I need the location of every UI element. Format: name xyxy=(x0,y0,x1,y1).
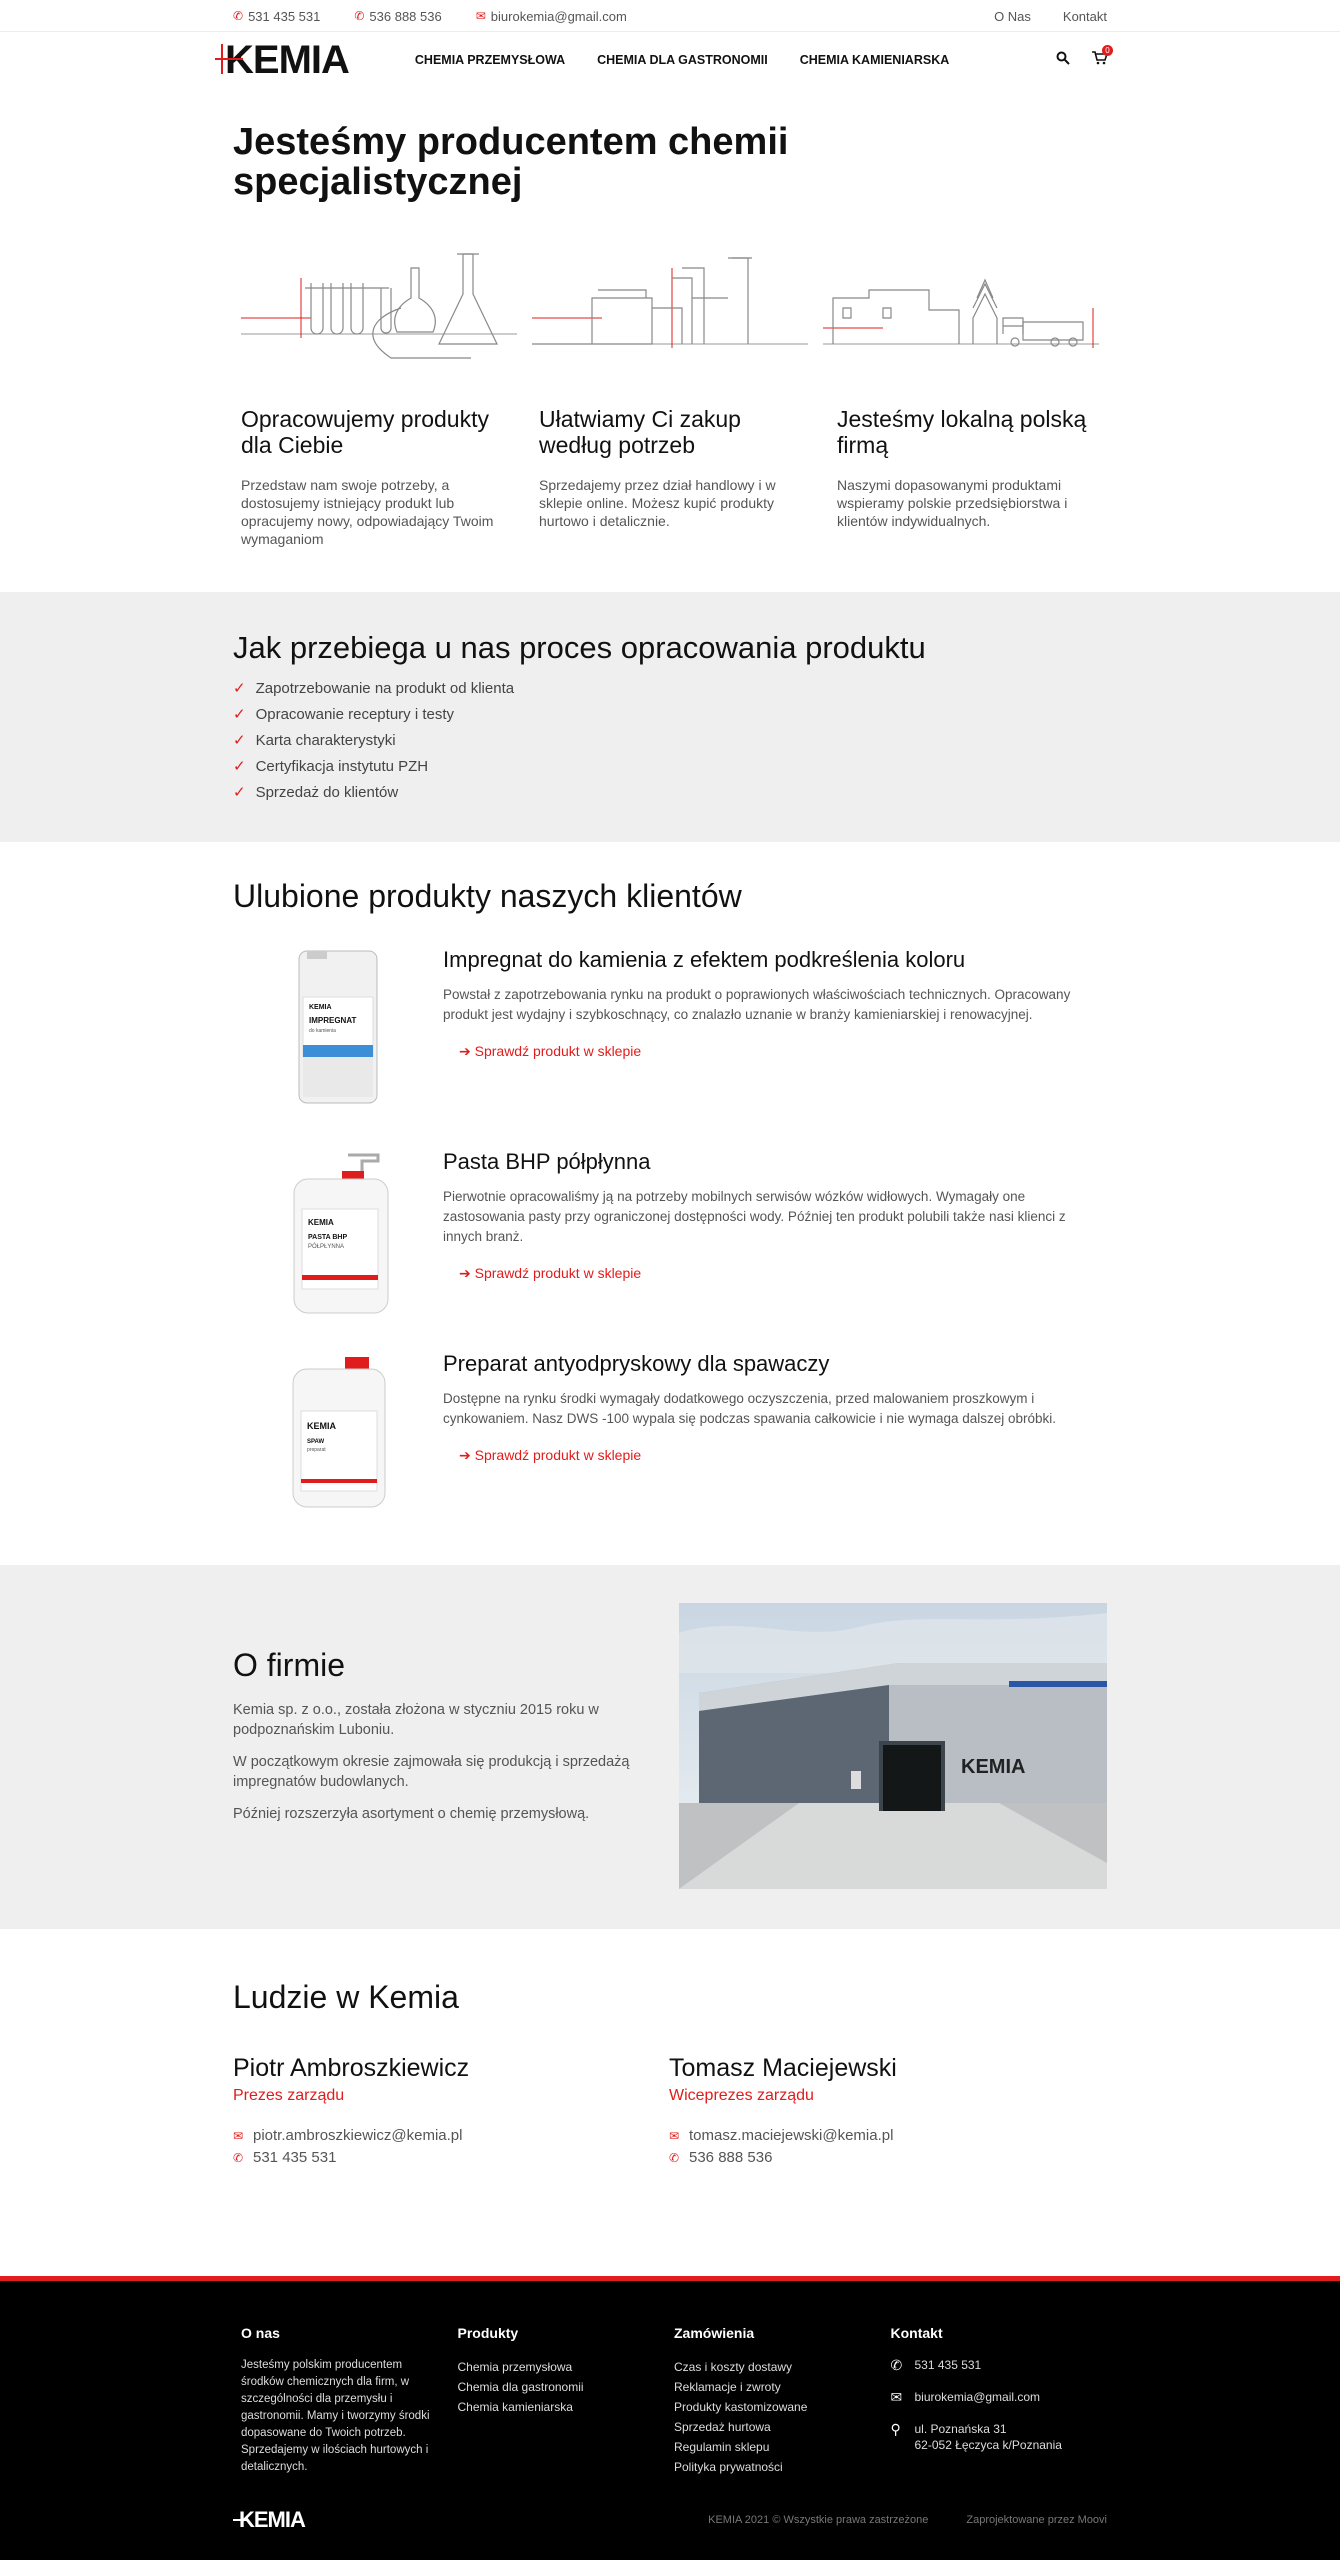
designer-credit-link[interactable]: Zaprojektowane przez Moovi xyxy=(966,2514,1107,2526)
product-description: Dostępne na rynku środki wymagały dodatkowego oczyszczenia, przed malowaniem proszkowym i cynkowaniem. Nasz DWS -100 wypala się podczas spawania całkowicie i nie wymaga dalszej obróbki. xyxy=(443,1391,1057,1426)
product-shop-link[interactable]: ➔ Sprawdź produkt w sklepie xyxy=(459,1265,642,1281)
nav-chemia-dla-gastronomii[interactable]: CHEMIA DLA GASTRONOMII xyxy=(597,53,768,67)
company-building-photo xyxy=(679,1603,1107,1889)
products-title: Ulubione produkty naszych klientów xyxy=(233,878,742,914)
hero-section xyxy=(0,122,1340,548)
footer-heading: Kontakt xyxy=(890,2325,943,2341)
top-bar xyxy=(0,0,1340,32)
product-description: Pierwotnie opracowaliśmy ją na potrzeby mobilnych serwisów wózków widłowych. Wymagały one zastosowania pasty przy ograniczonej dostępności wody. Później ten produkt polubili także nasi klienci z innych branż. xyxy=(443,1189,1066,1244)
feature-card xyxy=(837,406,1099,548)
footer xyxy=(0,2276,1340,2560)
feature-text: Sprzedajemy przez dział handlowy i w sklepie online. Możesz kupić produkty hurtowo i detalicznie. xyxy=(539,477,776,529)
check-icon: ✓ xyxy=(233,680,246,697)
footer-about-column xyxy=(241,2325,458,2477)
product-item xyxy=(233,1345,1107,1547)
footer-about-text: Jesteśmy polskim producentem środków chemicznych dla firm, w szczególności dla przemysłu i gastronomii. Mamy i tworzymy środki dopasowane do Twoich potrzeb. Sprzedajemy w ilościach hurtowych i detalicznych. xyxy=(241,2359,430,2473)
about-paragraph: Kemia sp. z o.o., została złożona w styczniu 2015 roku w podpoznańskim Luboniu. xyxy=(233,1702,599,1738)
people-section xyxy=(0,1929,1340,2259)
footer-heading: O nas xyxy=(241,2325,280,2341)
svg-text:SPAW: SPAW xyxy=(307,1439,325,1445)
product-canister-image[interactable] xyxy=(293,947,383,1107)
process-step: ✓ Sprzedaż do klientów xyxy=(233,780,1107,806)
footer-heading: Zamówienia xyxy=(674,2325,755,2341)
footer-heading: Produkty xyxy=(457,2325,519,2341)
people-title: Ludzie w Kemia xyxy=(233,1979,459,2015)
search-icon[interactable] xyxy=(1056,51,1070,70)
svg-text:do kamienia: do kamienia xyxy=(309,1028,336,1034)
cart-icon[interactable] xyxy=(1092,45,1110,70)
footer-address: ⚲ ul. Poznańska 31 62-052 Łęczyca k/Poznania xyxy=(890,2421,1062,2452)
nav-chemia-kamieniarska[interactable]: CHEMIA KAMIENIARSKA xyxy=(799,53,950,67)
about-paragraph: Później rozszerzyła asortyment o chemię przemysłową. xyxy=(233,1806,590,1822)
product-canister-image[interactable] xyxy=(283,1351,393,1511)
main-header xyxy=(0,32,1340,88)
arrow-right-icon: ➔ xyxy=(459,1043,471,1059)
footer-link-terms[interactable]: Regulamin sklepu xyxy=(674,2440,770,2454)
phone-icon: ✆ xyxy=(233,9,244,23)
footer-link-wholesale[interactable]: Sprzedaż hurtowa xyxy=(674,2420,771,2434)
svg-text:KEMIA: KEMIA xyxy=(961,1756,1026,1778)
person-name: Piotr Ambroszkiewicz xyxy=(233,2054,470,2082)
check-icon: ✓ xyxy=(233,758,246,775)
phone-icon: ✆ xyxy=(233,2151,244,2165)
person-card xyxy=(669,2054,1105,2169)
feature-text: Przedstaw nam swoje potrzeby, a dostosujemy istniejący produkt lub opracujemy nowy, odpowiadający Twoim wymaganiom xyxy=(241,477,494,547)
hero-title: Jesteśmy producentem chemii specjalistycznej xyxy=(233,121,789,203)
envelope-open-icon: ✉ xyxy=(890,2389,903,2405)
process-section xyxy=(0,592,1340,842)
footer-link-returns[interactable]: Reklamacje i zwroty xyxy=(674,2380,781,2394)
top-phone-1[interactable]: ✆ 531 435 531 xyxy=(233,8,321,24)
nav-chemia-przemyslowa[interactable]: CHEMIA PRZEMYSŁOWA xyxy=(414,53,566,67)
process-step: ✓ Certyfikacja instytutu PZH xyxy=(233,754,1107,780)
svg-text:preparat: preparat xyxy=(307,1447,326,1453)
product-shop-link[interactable]: ➔ Sprawdź produkt w sklepie xyxy=(459,1447,642,1463)
lab-glassware-illustration xyxy=(241,248,517,368)
feature-text: Naszymi dopasowanymi produktami wspieramy polskie przedsiębiorstwa i klientów indywidualnych. xyxy=(837,477,1068,529)
feature-title: Jesteśmy lokalną polską firmą xyxy=(837,406,1087,458)
footer-link-chemia-dla-gastronomii[interactable]: Chemia dla gastronomii xyxy=(457,2380,584,2394)
footer-phone-link[interactable]: ✆ 531 435 531 xyxy=(890,2357,982,2373)
product-name: Impregnat do kamienia z efektem podkreślenia koloru xyxy=(443,947,966,972)
about-section xyxy=(0,1565,1340,1929)
phone-icon: ✆ xyxy=(354,9,365,23)
main-nav xyxy=(415,53,949,67)
footer-link-delivery[interactable]: Czas i koszty dostawy xyxy=(674,2360,793,2374)
person-phone-link[interactable]: ✆ 531 435 531 xyxy=(233,2147,669,2169)
about-paragraph: W początkowym okresie zajmowała się produkcją i sprzedażą impregnatów budowlanych. xyxy=(233,1754,630,1790)
person-phone-link[interactable]: ✆ 536 888 536 xyxy=(669,2147,1105,2169)
process-step: ✓ Opracowanie receptury i testy xyxy=(233,702,1107,728)
svg-text:KEMIA: KEMIA xyxy=(309,1004,332,1011)
envelope-icon: ✉ xyxy=(233,2129,244,2143)
products-section xyxy=(0,842,1340,1547)
svg-text:PASTA BHP: PASTA BHP xyxy=(308,1234,348,1241)
top-link-kontakt[interactable]: Kontakt xyxy=(1062,8,1107,24)
map-pin-icon: ⚲ xyxy=(890,2421,901,2437)
person-email-link[interactable]: ✉ tomasz.maciejewski@kemia.pl xyxy=(669,2125,1105,2147)
svg-text:KEMIA: KEMIA xyxy=(308,1218,334,1227)
footer-link-privacy[interactable]: Polityka prywatności xyxy=(674,2460,783,2474)
process-step: ✓ Zapotrzebowanie na produkt od klienta xyxy=(233,676,1107,702)
top-link-o-nas[interactable]: O Nas xyxy=(994,8,1031,24)
feature-title: Opracowujemy produkty dla Ciebie xyxy=(241,406,489,458)
envelope-icon: ✉ xyxy=(475,9,486,23)
feature-title: Ułatwiamy Ci zakup według potrzeb xyxy=(539,406,741,458)
process-step: ✓ Karta charakterystyki xyxy=(233,728,1107,754)
feature-card xyxy=(241,406,503,548)
product-item xyxy=(233,941,1107,1143)
footer-orders-column xyxy=(674,2325,891,2477)
check-icon: ✓ xyxy=(233,706,246,723)
factory-tanks-illustration xyxy=(532,248,808,368)
phone-icon: ✆ xyxy=(890,2357,903,2373)
person-role: Wiceprezes zarządu xyxy=(669,2087,814,2104)
svg-text:PÓŁPŁYNNA: PÓŁPŁYNNA xyxy=(308,1244,345,1250)
process-title: Jak przebiega u nas proces opracowania produktu xyxy=(233,630,926,665)
phone-icon: ✆ xyxy=(669,2151,680,2165)
product-canister-image[interactable] xyxy=(278,1149,398,1319)
person-email-link[interactable]: ✉ piotr.ambroszkiewicz@kemia.pl xyxy=(233,2125,669,2147)
person-card xyxy=(233,2054,669,2169)
copyright-text: KEMIA 2021 © Wszystkie prawa zastrzeżone xyxy=(708,2514,929,2526)
footer-products-column xyxy=(458,2325,675,2477)
envelope-icon: ✉ xyxy=(669,2129,680,2143)
top-email[interactable]: ✉ biurokemia@gmail.com xyxy=(475,8,627,24)
logo[interactable]: KEMIA xyxy=(225,38,349,83)
check-icon: ✓ xyxy=(233,732,246,749)
svg-text:KEMIA: KEMIA xyxy=(307,1421,336,1431)
check-icon: ✓ xyxy=(233,784,246,801)
footer-email-link[interactable]: ✉ biurokemia@gmail.com xyxy=(890,2389,1041,2405)
product-shop-link[interactable]: ➔ Sprawdź produkt w sklepie xyxy=(459,1043,642,1059)
arrow-right-icon: ➔ xyxy=(459,1447,471,1463)
product-item xyxy=(233,1143,1107,1345)
arrow-right-icon: ➔ xyxy=(459,1265,471,1281)
footer-logo[interactable]: KEMIA xyxy=(233,2507,305,2533)
footer-link-chemia-przemyslowa[interactable]: Chemia przemysłowa xyxy=(457,2360,573,2374)
person-role: Prezes zarządu xyxy=(233,2087,345,2104)
process-steps xyxy=(233,676,1107,806)
footer-link-custom-products[interactable]: Produkty kastomizowane xyxy=(674,2400,808,2414)
top-phone-2[interactable]: ✆ 536 888 536 xyxy=(354,8,442,24)
feature-card xyxy=(539,406,801,548)
cart-count-badge: 0 xyxy=(1102,45,1113,56)
person-name: Tomasz Maciejewski xyxy=(669,2054,897,2082)
product-name: Preparat antyodpryskowy dla spawaczy xyxy=(443,1351,830,1376)
about-title: O firmie xyxy=(233,1647,345,1683)
product-name: Pasta BHP półpłynna xyxy=(443,1149,651,1174)
warehouse-truck-illustration xyxy=(823,248,1099,368)
footer-contact-column xyxy=(891,2325,1108,2477)
footer-link-chemia-kamieniarska[interactable]: Chemia kamieniarska xyxy=(457,2400,573,2414)
product-description: Powstał z zapotrzebowania rynku na produkt o poprawionych właściwościach technicznych. Opracowany produkt jest wydajny i szybkoschnący, co znalazło uznanie w branży kamieniarskiej i renowacyjnej. xyxy=(443,987,1071,1022)
logo-cross-mark xyxy=(221,44,239,74)
svg-text:IMPREGNAT: IMPREGNAT xyxy=(309,1016,357,1025)
